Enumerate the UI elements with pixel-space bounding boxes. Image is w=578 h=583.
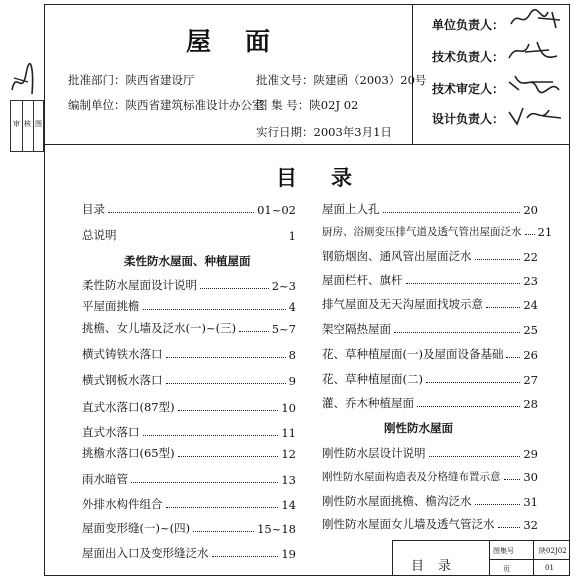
toc-entry[interactable]: 挑檐水落口(65型) 12: [82, 446, 296, 461]
toc-entry[interactable]: 挑檐、女儿墙及泛水(一)~(三) 5~7: [82, 321, 296, 336]
toc-entry[interactable]: 雨水暗管 13: [82, 472, 296, 487]
toc-entry[interactable]: 柔性防水屋面设计说明 2~3: [82, 278, 296, 293]
toc-entry[interactable]: 灌、乔木种植屋面 28: [322, 396, 538, 411]
toc-entry[interactable]: 花、草种植屋面(一)及屋面设备基础 26: [322, 347, 538, 362]
page-title: 屋面: [186, 27, 305, 56]
toc-entry[interactable]: 刚性防水层设计说明 29: [322, 446, 538, 461]
toc-section-heading: 柔性防水屋面、种植屋面: [124, 254, 251, 268]
approval-dept: 批准部门：陕西省建设厅: [68, 73, 195, 87]
signature-scribble-icon: [505, 72, 565, 94]
toc-entry[interactable]: 屋面上人孔 20: [322, 202, 538, 217]
atlas-number: 图 集 号：陕02J 02: [256, 98, 359, 112]
toc-entry[interactable]: 刚性防水屋面女儿墙及透气管泛水 32: [322, 517, 538, 532]
atlas-label: 图集号: [493, 547, 514, 555]
signature-label-4: 设计负责人：: [432, 112, 505, 126]
page-value: 01: [545, 564, 554, 572]
atlas-value: 陕02J02: [539, 547, 567, 555]
toc-entry[interactable]: 目录 01~02: [82, 202, 296, 217]
signature-scribble-icon: [508, 8, 568, 30]
side-check-box: [10, 100, 44, 152]
toc-entry[interactable]: 直式水落口(87型) 10: [82, 400, 296, 415]
toc-entry[interactable]: 横式铸铁水落口 8: [82, 347, 296, 362]
side-scribble-icon: [8, 60, 38, 100]
toc-entry[interactable]: 屋面变形缝(一)~(四) 15~18: [82, 521, 296, 536]
signature-scribble-icon: [505, 40, 565, 62]
toc-entry[interactable]: 屋面栏杆、旗杆 23: [322, 273, 538, 288]
signature-label-1: 单位负责人：: [432, 18, 505, 32]
toc-entry[interactable]: 排气屋面及无天沟屋面找坡示意 24: [322, 297, 538, 312]
toc-entry[interactable]: 花、草种植屋面(二) 27: [322, 372, 538, 387]
signature-label-3: 技术审定人：: [432, 82, 505, 96]
title-block-title: 目录: [411, 559, 466, 574]
side-label-2: 核: [24, 120, 31, 128]
signature-label-2: 技术负责人：: [432, 50, 505, 64]
toc-entry[interactable]: 钢筋烟囱、通风管出屋面泛水 22: [322, 249, 538, 264]
title-block: [392, 540, 570, 576]
effective-date: 实行日期：2003年3月1日: [256, 125, 392, 139]
toc-entry[interactable]: 架空隔热屋面 25: [322, 322, 538, 337]
toc-entry[interactable]: 外排水构件组合 14: [82, 497, 296, 512]
signature-scribble-icon: [505, 104, 565, 126]
toc-entry[interactable]: 厨房、浴厕变压排气道及透气管出屋面泛水 21: [322, 225, 553, 239]
toc-entry[interactable]: 屋面出入口及变形缝泛水 19: [82, 546, 296, 561]
toc-section-heading: 刚性防水屋面: [384, 421, 453, 435]
toc-entry[interactable]: 横式钢板水落口 9: [82, 373, 296, 388]
toc-entry[interactable]: 平屋面挑檐 4: [82, 299, 296, 314]
toc-title: 目录: [276, 165, 386, 190]
toc-entry[interactable]: 直式水落口 11: [82, 425, 296, 440]
header-divider: [44, 144, 570, 145]
compile-unit: 编制单位：陕西省建筑标准设计办公室: [68, 98, 264, 112]
toc-entry[interactable]: 总说明 1: [82, 228, 296, 243]
toc-entry[interactable]: 刚性防水屋面挑檐、檐沟泛水 31: [322, 494, 538, 509]
side-label-3: 图: [35, 120, 42, 128]
side-label-1: 审: [13, 120, 20, 128]
approval-doc: 批准文号：陕建函（2003）20号: [256, 73, 427, 87]
page-label: 页: [503, 565, 510, 573]
toc-entry[interactable]: 刚性防水屋面构造表及分格缝布置示意 30: [322, 470, 538, 484]
